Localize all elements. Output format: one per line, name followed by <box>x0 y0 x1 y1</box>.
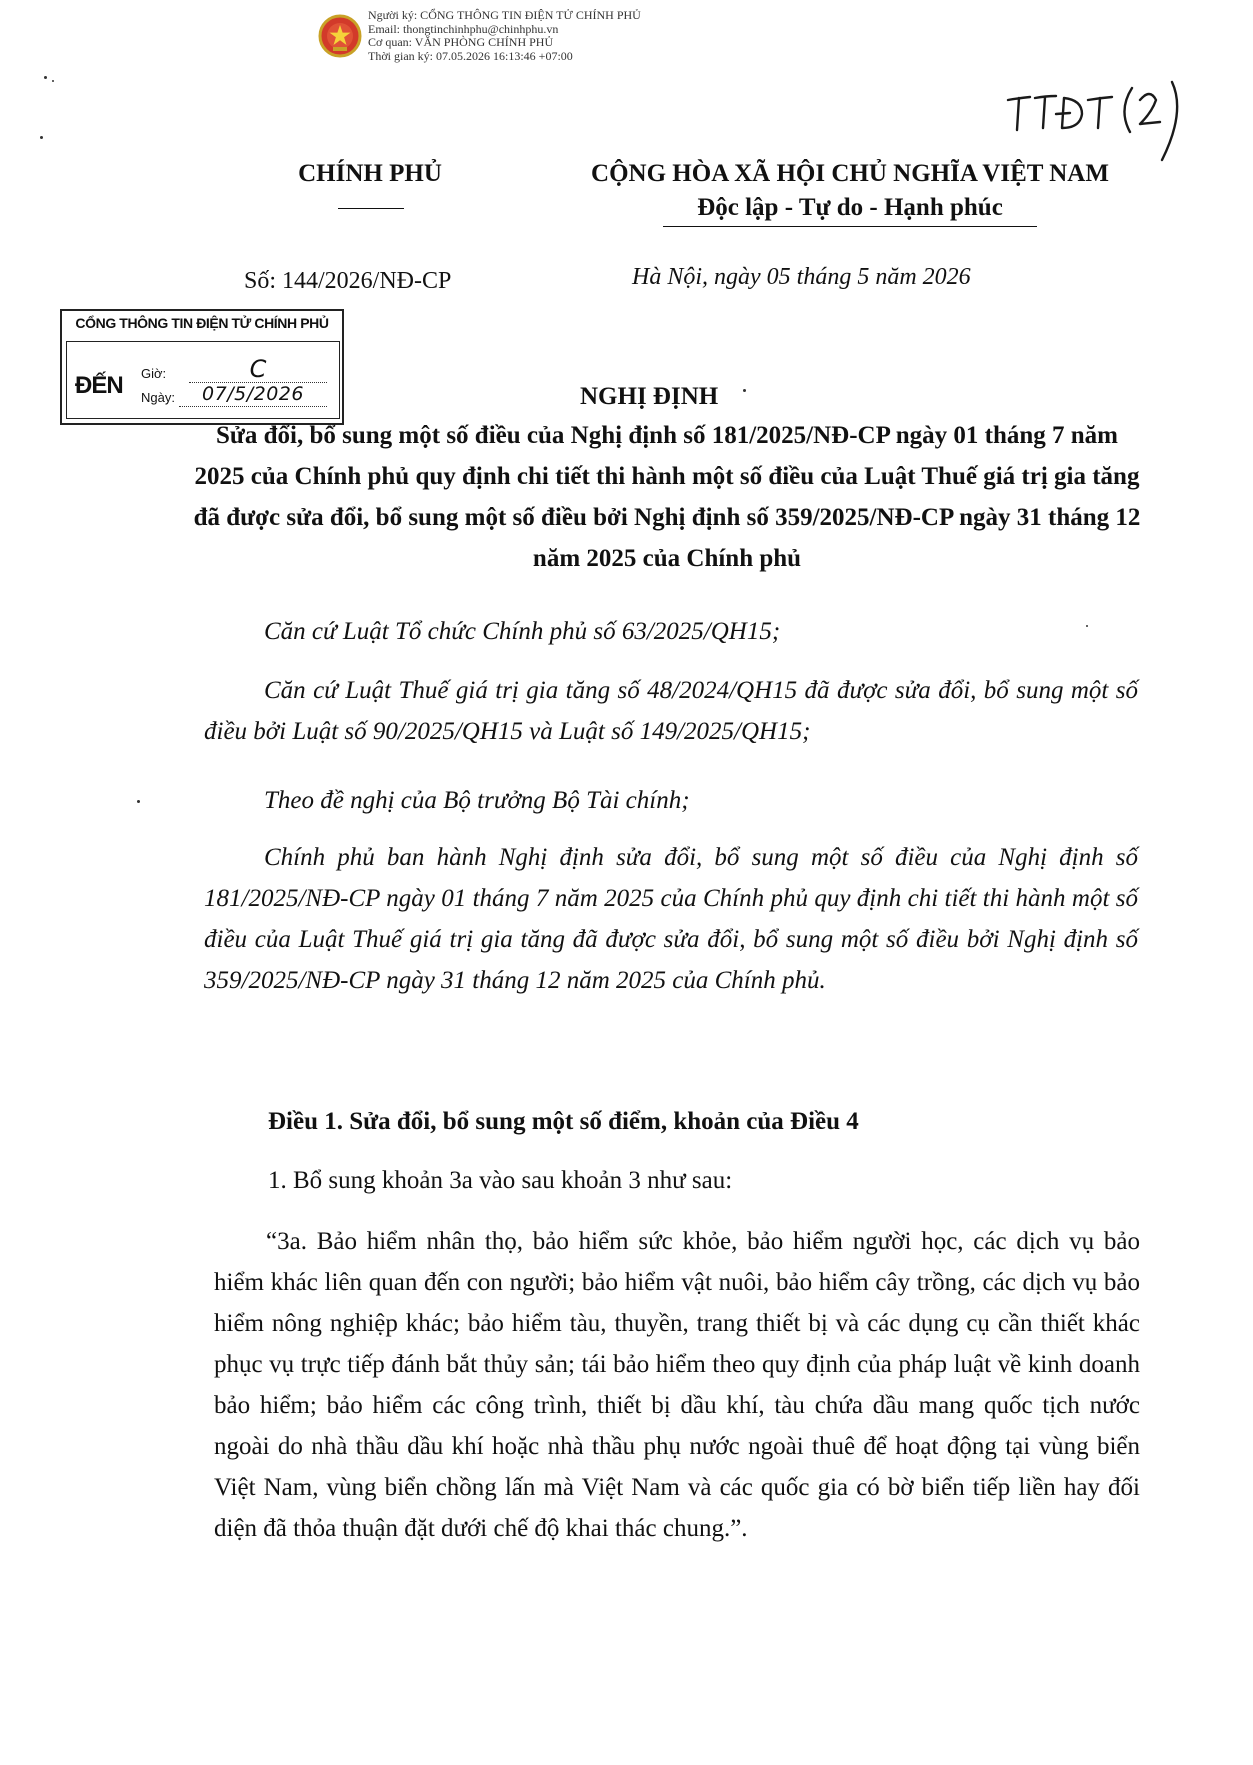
basis-paragraph: Căn cứ Luật Tổ chức Chính phủ số 63/2025/QH15; <box>264 618 781 645</box>
article-point: 1. Bổ sung khoản 3a vào sau khoản 3 như sau: <box>268 1167 733 1194</box>
basis-paragraph: Căn cứ Luật Thuế giá trị gia tăng số 48/2024/QH15 đã được sửa đổi, bổ sung một số điều bởi Luật số 90/2025/QH15 và Luật số 149/2025/QH15; <box>204 677 1138 745</box>
document-title: NGHỊ ĐỊNH <box>580 383 719 410</box>
document-subtitle: Sửa đổi, bổ sung một số điều của Nghị định số 181/2025/NĐ-CP ngày 01 tháng 7 năm 2025 của Chính phủ quy định chi tiết thi hành một số điều của Luật Thuế giá trị gia tăng đã được sửa đổi, bổ sung một số điều bởi Nghị định số 359/2025/NĐ-CP ngày 31 tháng 12 năm 2025 của Chính phủ <box>193 422 1141 572</box>
scan-speck <box>743 389 746 392</box>
handwritten-note <box>990 78 1200 168</box>
stamp-den-label: ĐẾN <box>75 372 123 399</box>
article-heading: Điều 1. Sửa đổi, bổ sung một số điểm, khoản của Điều 4 <box>268 1108 859 1135</box>
scan-speck <box>52 80 54 82</box>
received-stamp <box>60 309 344 425</box>
national-motto: Độc lập - Tự do - Hạnh phúc <box>697 194 1003 221</box>
stamp-date-value: 07/5/2026 <box>179 382 327 407</box>
digital-signature-info <box>368 9 641 63</box>
republic-name: CỘNG HÒA XÃ HỘI CHỦ NGHĨA VIỆT NAM <box>591 160 1109 187</box>
scan-speck <box>40 136 43 139</box>
issuer-underline <box>338 208 404 209</box>
scan-speck <box>1086 625 1088 627</box>
place-date: Hà Nội, ngày 05 tháng 5 năm 2026 <box>632 264 971 290</box>
motto-underline <box>663 226 1037 227</box>
article-quote: “3a. Bảo hiểm nhân thọ, bảo hiểm sức khỏe, bảo hiểm người học, các dịch vụ bảo hiểm khác liên quan đến con người; bảo hiểm vật nuôi, bảo hiểm cây trồng, các dịch vụ bảo hiểm nông nghiệp khác; bảo hiểm tàu, thuyền, trang thiết bị và các dụng cụ cần thiết khác phục vụ trực tiếp đánh bắt thủy sản; tái bảo hiểm theo quy định của pháp luật về kinh doanh bảo hiểm; bảo hiểm các công trình, thiết bị dầu khí, tàu chứa dầu mang quốc tịch nước ngoài do nhà thầu dầu khí hoặc nhà thầu phụ nước ngoài thuê để hoạt động tại vùng biển Việt Nam, vùng biển chồng lấn mà Việt Nam và các quốc gia có bờ biển tiếp liền hay đối diện đã thỏa thuận đặt dưới chế độ khai thác chung.”. <box>214 1228 1140 1542</box>
stamp-time-label: Giờ: <box>141 366 167 381</box>
email-line: Email: thongtinchinhphu@chinhphu.vn <box>368 21 559 36</box>
stamp-inner-box <box>66 341 340 419</box>
sign-time-line: Thời gian ký: 07.05.2026 16:13:46 +07:00 <box>368 48 573 63</box>
signer-line: Người ký: CỔNG THÔNG TIN ĐIỆN TỬ CHÍNH PHỦ <box>368 8 641 22</box>
stamp-time-value: C <box>189 356 327 383</box>
stamp-header: CỔNG THÔNG TIN ĐIỆN TỬ CHÍNH PHỦ <box>75 315 329 331</box>
issuer-name: CHÍNH PHỦ <box>298 160 442 187</box>
basis-paragraph: Chính phủ ban hành Nghị định sửa đổi, bổ sung một số điều của Nghị định số 181/2025/NĐ-CP ngày 01 tháng 7 năm 2025 của Chính phủ quy định chi tiết thi hành một số điều của Luật Thuế giá trị gia tăng đã được sửa đổi, bổ sung một số điều bởi Nghị định số 359/2025/NĐ-CP ngày 31 tháng 12 năm 2025 của Chính phủ. <box>204 844 1138 994</box>
agency-line: Cơ quan: VĂN PHÒNG CHÍNH PHỦ <box>368 35 554 49</box>
stamp-date-label: Ngày: <box>141 390 175 405</box>
scan-speck <box>44 76 47 79</box>
national-emblem-icon <box>318 14 362 58</box>
basis-paragraph: Theo đề nghị của Bộ trưởng Bộ Tài chính; <box>264 787 690 814</box>
scan-speck <box>137 800 140 803</box>
document-number: Số: 144/2026/NĐ-CP <box>244 268 452 294</box>
